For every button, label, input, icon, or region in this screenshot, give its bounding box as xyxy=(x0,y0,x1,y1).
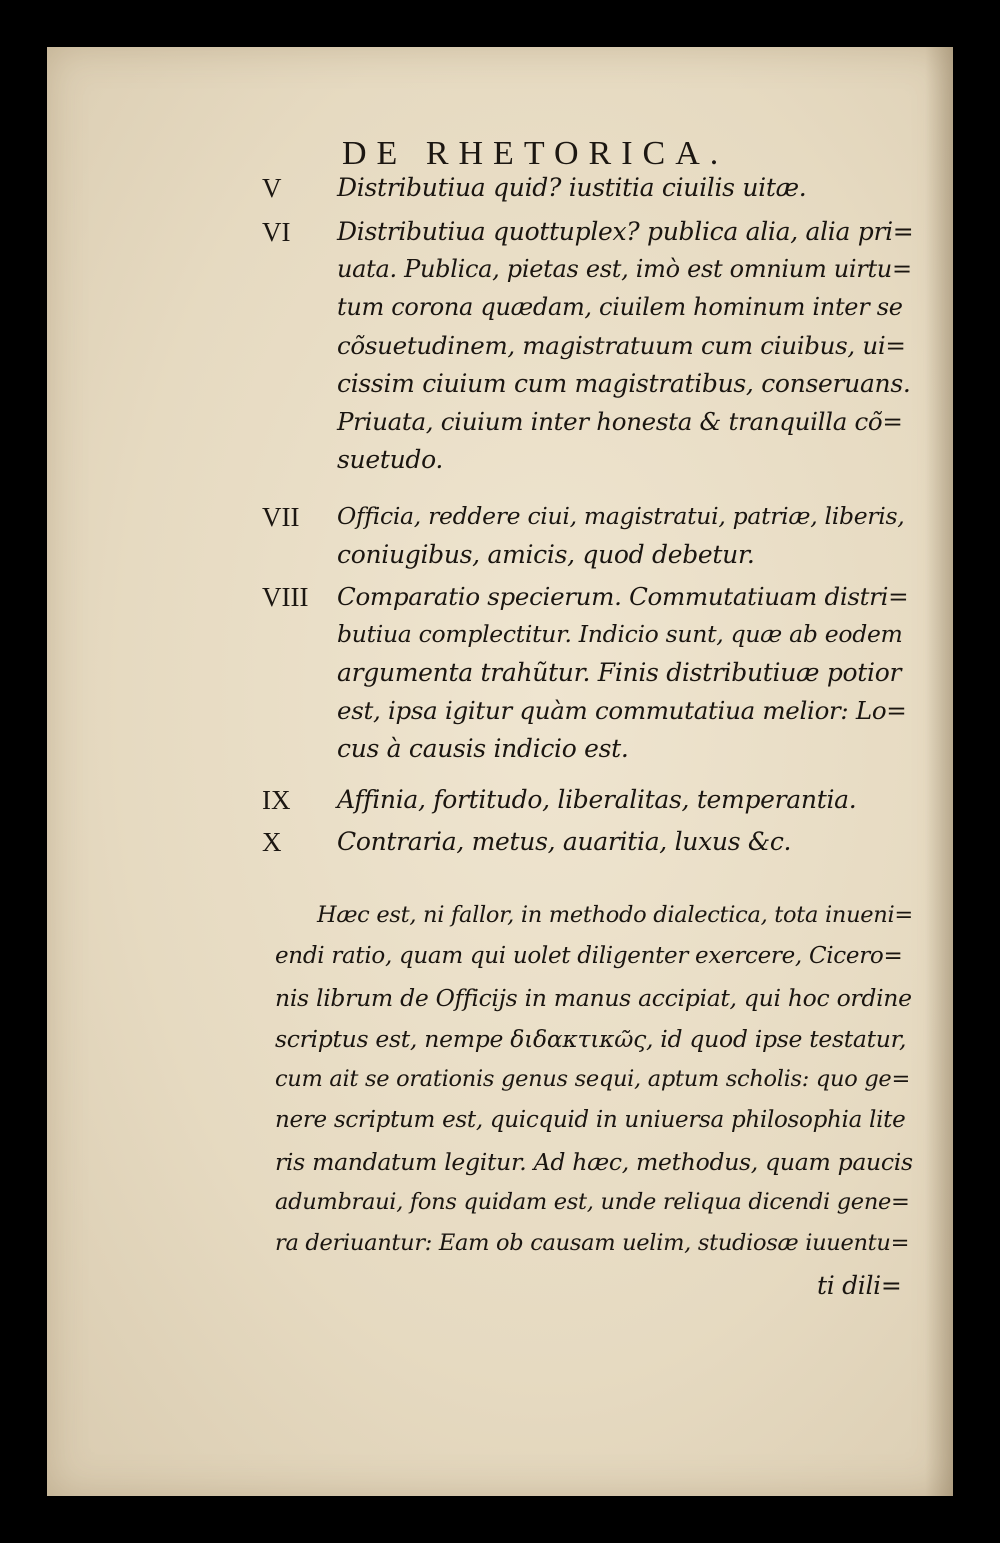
entry-line: est, ipsa igitur quàm commutatiua melior: Lo= xyxy=(337,696,907,725)
entry-line: tum corona quædam, ciuilem hominum inter se xyxy=(337,293,903,321)
entry-number: VIII xyxy=(262,582,309,612)
entry-number: VI xyxy=(262,217,291,247)
entry-line: Priuata, ciuium inter honesta & tranquilla cõ= xyxy=(337,407,903,436)
entry-line: cus à causis indicio est. xyxy=(337,734,629,763)
paragraph-line: adumbraui, fons quidam est, unde reliqua dicendi gene= xyxy=(275,1189,910,1215)
entry-number: IX xyxy=(262,785,291,815)
paragraph-line: nis librum de Officijs in manus accipiat, qui hoc ordine xyxy=(275,984,912,1012)
entry-number: X xyxy=(262,827,282,857)
entry-line: argumenta trahũtur. Finis distributiuæ potior xyxy=(337,658,902,687)
paragraph-line: ris mandatum legitur. Ad hæc, methodus, quam paucis xyxy=(275,1148,913,1176)
entry-line: Distributiua quid? iustitia ciuilis uitæ. xyxy=(337,173,807,202)
entry-line: Officia, reddere ciui, magistratui, patriæ, liberis, xyxy=(337,502,905,530)
entry-line: suetudo. xyxy=(337,445,444,474)
entry-line: butiua complectitur. Indicio sunt, quæ ab eodem xyxy=(337,620,903,648)
paragraph-line: Hæc est, ni fallor, in methodo dialectica, tota inueni= xyxy=(317,902,913,928)
entry-line: Affinia, fortitudo, liberalitas, temperantia. xyxy=(337,785,857,814)
entry-line: cissim ciuium cum magistratibus, conseruans. xyxy=(337,369,911,398)
entry-line: coniugibus, amicis, quod debetur. xyxy=(337,540,755,569)
running-header: DE RHETORICA. xyxy=(342,135,729,172)
entry-line: Comparatio specierum. Commutatiuam distri= xyxy=(337,582,909,611)
paragraph-line: scriptus est, nempe διδακτικῶς, id quod ipse testatur, xyxy=(275,1025,907,1053)
paragraph-line: nere scriptum est, quicquid in uniuersa philosophia lite xyxy=(275,1107,906,1133)
paragraph-line: cum ait se orationis genus sequi, aptum scholis: quo ge= xyxy=(275,1066,910,1092)
entry-line: cõsuetudinem, magistratuum cum ciuibus, ui= xyxy=(337,331,906,360)
paragraph-line: ra deriuantur: Eam ob causam uelim, studiosæ iuuentu= xyxy=(275,1230,910,1256)
entry-line: Contraria, metus, auaritia, luxus &c. xyxy=(337,827,792,856)
entry-line: Distributiua quottuplex? publica alia, alia pri= xyxy=(337,217,914,246)
entry-number: V xyxy=(262,173,282,203)
catchword: ti dili= xyxy=(817,1271,902,1300)
entry-number: VII xyxy=(262,502,300,532)
book-page xyxy=(47,47,953,1496)
entry-line: uata. Publica, pietas est, imò est omnium uirtu= xyxy=(337,255,912,283)
paragraph-line: endi ratio, quam qui uolet diligenter exercere, Cicero= xyxy=(275,943,903,969)
